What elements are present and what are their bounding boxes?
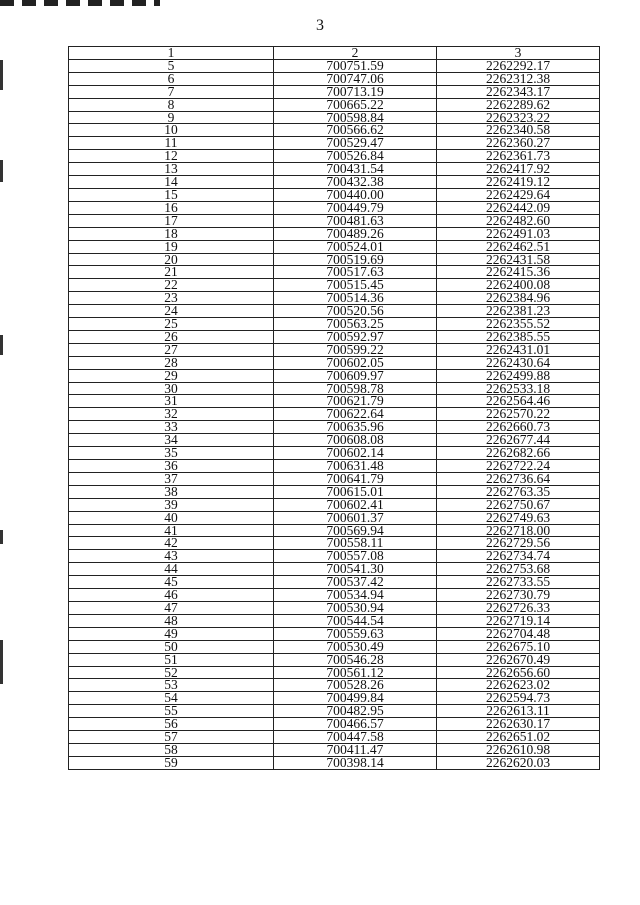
- x-coordinate-cell: 700528.26: [274, 679, 437, 692]
- y-coordinate-cell: 2262620.03: [437, 756, 600, 769]
- x-coordinate-cell: 700449.79: [274, 201, 437, 214]
- x-coordinate-cell: 700558.11: [274, 537, 437, 550]
- x-coordinate-cell: 700530.49: [274, 640, 437, 653]
- point-number-cell: 52: [69, 666, 274, 679]
- y-coordinate-cell: 2262360.27: [437, 137, 600, 150]
- point-number-cell: 41: [69, 524, 274, 537]
- scan-side-mark: [0, 60, 3, 90]
- table-row: [69, 601, 600, 614]
- y-coordinate-cell: 2262630.17: [437, 718, 600, 731]
- x-coordinate-cell: 700537.42: [274, 576, 437, 589]
- x-coordinate-cell: 700601.37: [274, 511, 437, 524]
- point-number-cell: 47: [69, 601, 274, 614]
- table-row: [69, 188, 600, 201]
- point-number-cell: 30: [69, 382, 274, 395]
- y-coordinate-cell: 2262400.08: [437, 279, 600, 292]
- header-cell-point-number: 1: [69, 47, 274, 60]
- point-number-cell: 57: [69, 731, 274, 744]
- x-coordinate-cell: 700569.94: [274, 524, 437, 537]
- y-coordinate-cell: 2262385.55: [437, 330, 600, 343]
- table-row: [69, 434, 600, 447]
- y-coordinate-cell: 2262340.58: [437, 124, 600, 137]
- y-coordinate-cell: 2262361.73: [437, 150, 600, 163]
- table-row: [69, 214, 600, 227]
- x-coordinate-cell: 700615.01: [274, 485, 437, 498]
- x-coordinate-cell: 700515.45: [274, 279, 437, 292]
- x-coordinate-cell: 700398.14: [274, 756, 437, 769]
- y-coordinate-cell: 2262323.22: [437, 111, 600, 124]
- point-number-cell: 45: [69, 576, 274, 589]
- table-header-row: [69, 47, 600, 60]
- y-coordinate-cell: 2262722.24: [437, 460, 600, 473]
- x-coordinate-cell: 700631.48: [274, 460, 437, 473]
- y-coordinate-cell: 2262613.11: [437, 705, 600, 718]
- y-coordinate-cell: 2262482.60: [437, 214, 600, 227]
- y-coordinate-cell: 2262343.17: [437, 85, 600, 98]
- table-row: [69, 447, 600, 460]
- y-coordinate-cell: 2262570.22: [437, 408, 600, 421]
- point-number-cell: 58: [69, 743, 274, 756]
- y-coordinate-cell: 2262442.09: [437, 201, 600, 214]
- table-row: [69, 330, 600, 343]
- point-number-cell: 19: [69, 240, 274, 253]
- x-coordinate-cell: 700447.58: [274, 731, 437, 744]
- header-cell-y: 3: [437, 47, 600, 60]
- table-row: [69, 137, 600, 150]
- y-coordinate-cell: 2262610.98: [437, 743, 600, 756]
- y-coordinate-cell: 2262753.68: [437, 563, 600, 576]
- y-coordinate-cell: 2262660.73: [437, 421, 600, 434]
- x-coordinate-cell: 700563.25: [274, 318, 437, 331]
- point-number-cell: 25: [69, 318, 274, 331]
- table-row: [69, 524, 600, 537]
- x-coordinate-cell: 700557.08: [274, 550, 437, 563]
- point-number-cell: 51: [69, 653, 274, 666]
- point-number-cell: 14: [69, 176, 274, 189]
- table-row: [69, 705, 600, 718]
- x-coordinate-cell: 700559.63: [274, 627, 437, 640]
- x-coordinate-cell: 700602.14: [274, 447, 437, 460]
- table-row: [69, 59, 600, 72]
- y-coordinate-cell: 2262491.03: [437, 227, 600, 240]
- y-coordinate-cell: 2262651.02: [437, 731, 600, 744]
- x-coordinate-cell: 700530.94: [274, 601, 437, 614]
- x-coordinate-cell: 700599.22: [274, 343, 437, 356]
- point-number-cell: 48: [69, 614, 274, 627]
- table-row: [69, 537, 600, 550]
- x-coordinate-cell: 700519.69: [274, 253, 437, 266]
- point-number-cell: 24: [69, 305, 274, 318]
- point-number-cell: 40: [69, 511, 274, 524]
- x-coordinate-cell: 700566.62: [274, 124, 437, 137]
- point-number-cell: 10: [69, 124, 274, 137]
- y-coordinate-cell: 2262734.74: [437, 550, 600, 563]
- point-number-cell: 54: [69, 692, 274, 705]
- table-body: [69, 59, 600, 769]
- table-row: [69, 550, 600, 563]
- point-number-cell: 53: [69, 679, 274, 692]
- table-row: [69, 666, 600, 679]
- table-row: [69, 563, 600, 576]
- y-coordinate-cell: 2262736.64: [437, 472, 600, 485]
- y-coordinate-cell: 2262292.17: [437, 59, 600, 72]
- y-coordinate-cell: 2262733.55: [437, 576, 600, 589]
- table-row: [69, 292, 600, 305]
- point-number-cell: 42: [69, 537, 274, 550]
- table-row: [69, 201, 600, 214]
- point-number-cell: 18: [69, 227, 274, 240]
- y-coordinate-cell: 2262499.88: [437, 369, 600, 382]
- point-number-cell: 17: [69, 214, 274, 227]
- x-coordinate-cell: 700665.22: [274, 98, 437, 111]
- y-coordinate-cell: 2262719.14: [437, 614, 600, 627]
- table-row: [69, 472, 600, 485]
- x-coordinate-cell: 700747.06: [274, 72, 437, 85]
- table-row: [69, 318, 600, 331]
- y-coordinate-cell: 2262289.62: [437, 98, 600, 111]
- y-coordinate-cell: 2262726.33: [437, 601, 600, 614]
- x-coordinate-cell: 700499.84: [274, 692, 437, 705]
- point-number-cell: 49: [69, 627, 274, 640]
- table-row: [69, 421, 600, 434]
- point-number-cell: 7: [69, 85, 274, 98]
- header-cell-x: 2: [274, 47, 437, 60]
- y-coordinate-cell: 2262763.35: [437, 485, 600, 498]
- x-coordinate-cell: 700481.63: [274, 214, 437, 227]
- x-coordinate-cell: 700432.38: [274, 176, 437, 189]
- point-number-cell: 11: [69, 137, 274, 150]
- table-row: [69, 395, 600, 408]
- y-coordinate-cell: 2262429.64: [437, 188, 600, 201]
- y-coordinate-cell: 2262656.60: [437, 666, 600, 679]
- point-number-cell: 35: [69, 447, 274, 460]
- point-number-cell: 8: [69, 98, 274, 111]
- x-coordinate-cell: 700622.64: [274, 408, 437, 421]
- x-coordinate-cell: 700641.79: [274, 472, 437, 485]
- x-coordinate-cell: 700608.08: [274, 434, 437, 447]
- table-row: [69, 369, 600, 382]
- point-number-cell: 15: [69, 188, 274, 201]
- table-row: [69, 640, 600, 653]
- scan-side-mark: [0, 640, 3, 684]
- point-number-cell: 26: [69, 330, 274, 343]
- point-number-cell: 6: [69, 72, 274, 85]
- table-row: [69, 653, 600, 666]
- table-row: [69, 485, 600, 498]
- point-number-cell: 55: [69, 705, 274, 718]
- table-row: [69, 408, 600, 421]
- point-number-cell: 29: [69, 369, 274, 382]
- y-coordinate-cell: 2262718.00: [437, 524, 600, 537]
- table-row: [69, 85, 600, 98]
- table-row: [69, 253, 600, 266]
- table-row: [69, 266, 600, 279]
- y-coordinate-cell: 2262384.96: [437, 292, 600, 305]
- y-coordinate-cell: 2262355.52: [437, 318, 600, 331]
- point-number-cell: 23: [69, 292, 274, 305]
- table-row: [69, 576, 600, 589]
- y-coordinate-cell: 2262417.92: [437, 163, 600, 176]
- scan-edge-mark: [0, 0, 160, 6]
- point-number-cell: 38: [69, 485, 274, 498]
- x-coordinate-cell: 700635.96: [274, 421, 437, 434]
- y-coordinate-cell: 2262750.67: [437, 498, 600, 511]
- y-coordinate-cell: 2262729.56: [437, 537, 600, 550]
- x-coordinate-cell: 700592.97: [274, 330, 437, 343]
- y-coordinate-cell: 2262682.66: [437, 447, 600, 460]
- table-row: [69, 614, 600, 627]
- x-coordinate-cell: 700524.01: [274, 240, 437, 253]
- table-row: [69, 498, 600, 511]
- x-coordinate-cell: 700529.47: [274, 137, 437, 150]
- table-row: [69, 227, 600, 240]
- table-row: [69, 124, 600, 137]
- point-number-cell: 28: [69, 356, 274, 369]
- x-coordinate-cell: 700598.78: [274, 382, 437, 395]
- table-row: [69, 240, 600, 253]
- x-coordinate-cell: 700541.30: [274, 563, 437, 576]
- table-row: [69, 460, 600, 473]
- y-coordinate-cell: 2262430.64: [437, 356, 600, 369]
- x-coordinate-cell: 700482.95: [274, 705, 437, 718]
- point-number-cell: 50: [69, 640, 274, 653]
- point-number-cell: 21: [69, 266, 274, 279]
- table-row: [69, 343, 600, 356]
- point-number-cell: 44: [69, 563, 274, 576]
- x-coordinate-cell: 700598.84: [274, 111, 437, 124]
- point-number-cell: 43: [69, 550, 274, 563]
- table-row: [69, 718, 600, 731]
- table-row: [69, 111, 600, 124]
- x-coordinate-cell: 700520.56: [274, 305, 437, 318]
- y-coordinate-cell: 2262704.48: [437, 627, 600, 640]
- point-number-cell: 22: [69, 279, 274, 292]
- scan-side-mark: [0, 160, 3, 182]
- table-row: [69, 589, 600, 602]
- point-number-cell: 59: [69, 756, 274, 769]
- table-row: [69, 356, 600, 369]
- table-row: [69, 279, 600, 292]
- point-number-cell: 56: [69, 718, 274, 731]
- y-coordinate-cell: 2262677.44: [437, 434, 600, 447]
- table-row: [69, 756, 600, 769]
- table-row: [69, 163, 600, 176]
- table-row: [69, 382, 600, 395]
- y-coordinate-cell: 2262419.12: [437, 176, 600, 189]
- point-number-cell: 12: [69, 150, 274, 163]
- x-coordinate-cell: 700514.36: [274, 292, 437, 305]
- y-coordinate-cell: 2262670.49: [437, 653, 600, 666]
- table-row: [69, 743, 600, 756]
- point-number-cell: 33: [69, 421, 274, 434]
- y-coordinate-cell: 2262623.02: [437, 679, 600, 692]
- y-coordinate-cell: 2262431.58: [437, 253, 600, 266]
- coordinates-table: [68, 46, 600, 770]
- scan-side-mark: [0, 335, 3, 355]
- y-coordinate-cell: 2262533.18: [437, 382, 600, 395]
- x-coordinate-cell: 700621.79: [274, 395, 437, 408]
- x-coordinate-cell: 700561.12: [274, 666, 437, 679]
- x-coordinate-cell: 700489.26: [274, 227, 437, 240]
- table-row: [69, 150, 600, 163]
- table-row: [69, 72, 600, 85]
- x-coordinate-cell: 700602.41: [274, 498, 437, 511]
- point-number-cell: 32: [69, 408, 274, 421]
- page-number: 3: [316, 17, 324, 34]
- point-number-cell: 34: [69, 434, 274, 447]
- x-coordinate-cell: 700609.97: [274, 369, 437, 382]
- point-number-cell: 9: [69, 111, 274, 124]
- table-row: [69, 305, 600, 318]
- y-coordinate-cell: 2262462.51: [437, 240, 600, 253]
- table-row: [69, 511, 600, 524]
- x-coordinate-cell: 700602.05: [274, 356, 437, 369]
- point-number-cell: 5: [69, 59, 274, 72]
- point-number-cell: 37: [69, 472, 274, 485]
- y-coordinate-cell: 2262675.10: [437, 640, 600, 653]
- y-coordinate-cell: 2262312.38: [437, 72, 600, 85]
- point-number-cell: 13: [69, 163, 274, 176]
- y-coordinate-cell: 2262381.23: [437, 305, 600, 318]
- y-coordinate-cell: 2262594.73: [437, 692, 600, 705]
- point-number-cell: 20: [69, 253, 274, 266]
- x-coordinate-cell: 700751.59: [274, 59, 437, 72]
- x-coordinate-cell: 700466.57: [274, 718, 437, 731]
- table-row: [69, 679, 600, 692]
- table-row: [69, 692, 600, 705]
- x-coordinate-cell: 700517.63: [274, 266, 437, 279]
- table-row: [69, 627, 600, 640]
- y-coordinate-cell: 2262415.36: [437, 266, 600, 279]
- table-row: [69, 98, 600, 111]
- x-coordinate-cell: 700544.54: [274, 614, 437, 627]
- point-number-cell: 31: [69, 395, 274, 408]
- x-coordinate-cell: 700534.94: [274, 589, 437, 602]
- table-row: [69, 176, 600, 189]
- point-number-cell: 39: [69, 498, 274, 511]
- y-coordinate-cell: 2262730.79: [437, 589, 600, 602]
- x-coordinate-cell: 700440.00: [274, 188, 437, 201]
- y-coordinate-cell: 2262564.46: [437, 395, 600, 408]
- point-number-cell: 16: [69, 201, 274, 214]
- x-coordinate-cell: 700431.54: [274, 163, 437, 176]
- point-number-cell: 27: [69, 343, 274, 356]
- y-coordinate-cell: 2262749.63: [437, 511, 600, 524]
- y-coordinate-cell: 2262431.01: [437, 343, 600, 356]
- table-row: [69, 731, 600, 744]
- point-number-cell: 46: [69, 589, 274, 602]
- scan-side-mark: [0, 530, 3, 544]
- x-coordinate-cell: 700411.47: [274, 743, 437, 756]
- x-coordinate-cell: 700526.84: [274, 150, 437, 163]
- x-coordinate-cell: 700546.28: [274, 653, 437, 666]
- x-coordinate-cell: 700713.19: [274, 85, 437, 98]
- point-number-cell: 36: [69, 460, 274, 473]
